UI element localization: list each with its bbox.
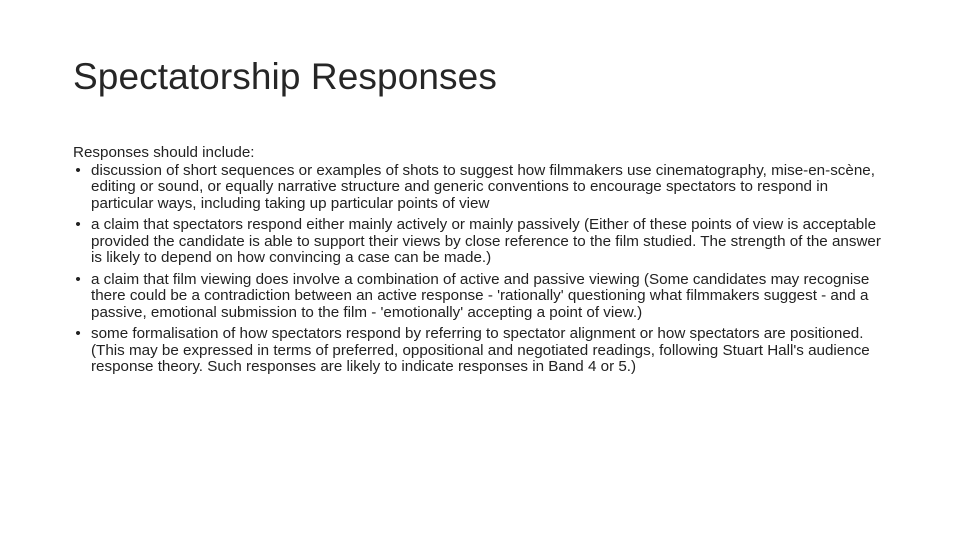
slide-body [73, 145, 893, 381]
list-item-text: some formalisation of how spectators respond by referring to spectator alignment or how spectators are positioned. (This may be expressed in terms of preferred, oppositional and negotiated readings, following Stuart Hall's audience response theory. Such responses are likely to indicate responses in Band 4 or 5.) [91, 325, 870, 375]
slide-title: Spectatorship Responses [73, 56, 497, 97]
list-item [73, 163, 893, 213]
list-item-text: a claim that film viewing does involve a combination of active and passive viewing (Some candidates may recognise there could be a contradiction between an active response - 'rationally' questioning what filmmakers suggest - and a passive, emotional submission to the film - 'emotionally' accepting a point of view.) [91, 270, 870, 321]
list-item-text: a claim that spectators respond either mainly actively or mainly passively (Either of these points of view is acceptable provided the candidate is able to support their views by close reference to the film studied. The strength of the answer is likely to depend on how convincing a case can be made.) [91, 216, 881, 266]
list-item-text: discussion of short sequences or examples of shots to suggest how filmmakers use cinematography, mise-en-scène, editing or sound, or equally narrative structure and generic conventions to encourage spectators to respond in particular ways, including taking up particular points of view [91, 161, 875, 212]
bullet-icon: • [75, 325, 81, 342]
list-item [73, 217, 893, 267]
list-item [73, 272, 893, 322]
intro-text: Responses should include: [73, 144, 255, 161]
bullet-icon: • [75, 270, 81, 288]
bullet-list [73, 163, 893, 376]
bullet-icon: • [75, 161, 81, 179]
list-item [73, 326, 893, 376]
bullet-icon: • [75, 216, 81, 233]
